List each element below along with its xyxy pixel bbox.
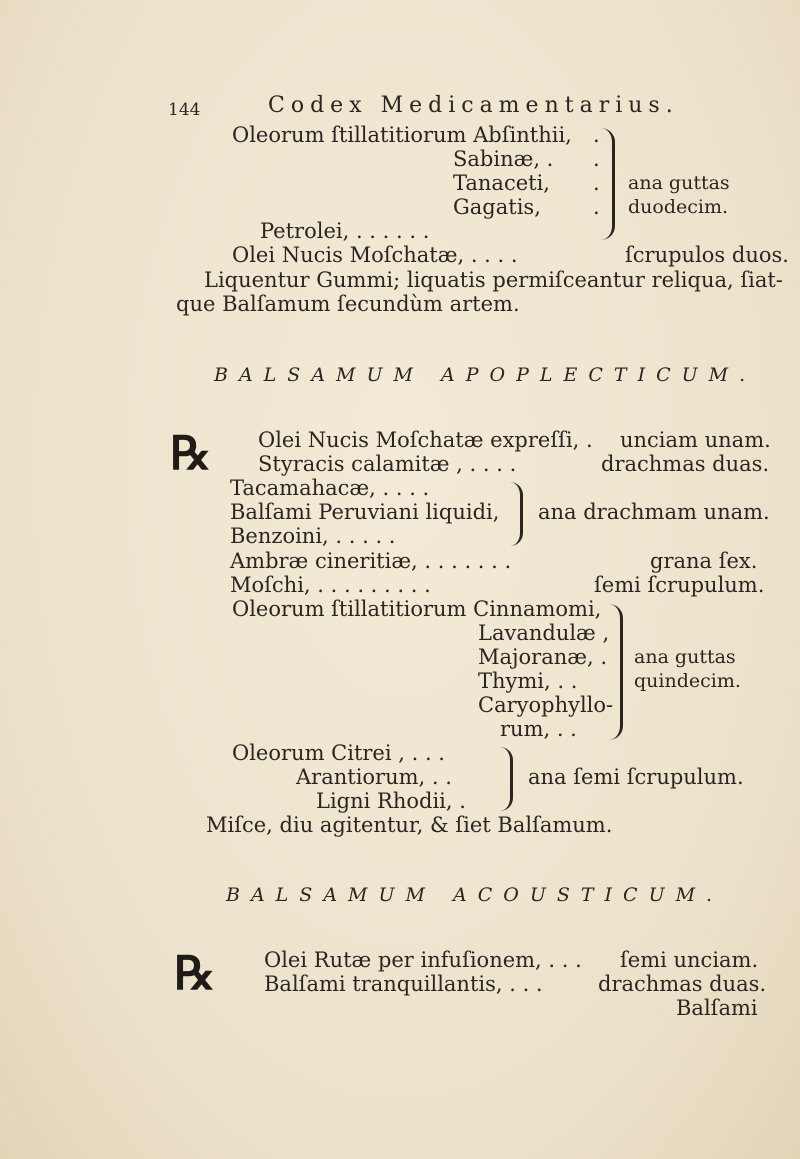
text-line: Olei Nucis Moſchatæ expreſſi, . <box>258 428 593 452</box>
text-line: Olei Rutæ per infuſionem, . . . <box>264 948 582 972</box>
text-line: Sabinæ, . <box>453 147 554 171</box>
brace <box>608 604 623 740</box>
dose: ſemi unciam. <box>620 948 759 972</box>
leader-dot: . <box>593 123 600 147</box>
leader-dot: . <box>593 195 600 219</box>
dose: ſemi ſcrupulum. <box>594 573 765 597</box>
section-title: BALSAMUM ACOUSTICUM. <box>226 884 724 906</box>
text-line: Tacamahacæ, . . . . <box>230 476 430 500</box>
catchword: Balſami <box>676 996 758 1020</box>
brace-dose: ana drachmam unam. <box>538 500 770 524</box>
dose: unciam unam. <box>620 428 771 452</box>
text-line: Balſami Peruviani liquidi, <box>230 500 500 524</box>
text-line: Gagatis, <box>453 195 541 219</box>
text-line: Ligni Rhodii, . <box>316 789 466 813</box>
text-line: Oleorum ſtillatitiorum Abſinthii, <box>232 123 572 147</box>
dose: drachmas duas. <box>598 972 767 996</box>
leader-dot: . <box>593 171 600 195</box>
recipe-symbol: ℞ <box>174 946 216 1000</box>
text-line: Tanaceti, <box>453 171 550 195</box>
dose: drachmas duas. <box>601 452 770 476</box>
text-line: Balſami tranquillantis, . . . <box>264 972 543 996</box>
text-line: Ambræ cineritiæ, . . . . . . . <box>230 549 512 573</box>
text-line: Moſchi, . . . . . . . . . <box>230 573 431 597</box>
text-line: Oleorum Citrei , . . . <box>232 741 445 765</box>
text-line: Lavandulæ , <box>478 621 610 645</box>
leader-dot: . <box>593 147 600 171</box>
text-line: Arantiorum, . . <box>296 765 452 789</box>
text-line: Styracis calamitæ , . . . . <box>258 452 517 476</box>
text-line: Liquentur Gummi; liquatis permiſceantur reliqua, ſiat- <box>204 268 783 292</box>
brace <box>500 747 513 811</box>
text-line: Benzoini, . . . . . <box>230 524 396 548</box>
recipe-symbol: ℞ <box>170 426 212 480</box>
section-title: BALSAMUM APOPLECTICUM. <box>214 364 757 386</box>
text-line: Majoranæ, . <box>478 645 608 669</box>
brace-dose: ana guttas <box>634 646 736 668</box>
dose: grana ſex. <box>650 549 758 573</box>
running-title: Codex Medicamentarius. <box>268 93 679 118</box>
text-line: Olei Nucis Moſchatæ, . . . . <box>232 243 518 267</box>
brace <box>510 482 523 546</box>
text-line: Miſce, diu agitentur, & ſiet Balſamum. <box>206 813 613 837</box>
text-line: Caryophyllo- <box>478 693 614 717</box>
text-line: Thymi, . . <box>478 669 578 693</box>
text-line: Petrolei, . . . . . . <box>260 219 430 243</box>
brace <box>600 128 615 240</box>
text-line: Oleorum ſtillatitiorum Cinnamomi, <box>232 597 602 621</box>
brace-dose: duodecim. <box>628 196 729 218</box>
dose: ſcrupulos duos. <box>625 243 789 267</box>
brace-dose: ana ſemi ſcrupulum. <box>528 765 744 789</box>
text-line: que Balſamum ſecundùm artem. <box>176 292 520 316</box>
text-line: rum, . . <box>500 717 577 741</box>
brace-dose: ana guttas <box>628 172 730 194</box>
brace-dose: quindecim. <box>634 670 741 692</box>
page-number: 144 <box>168 100 201 120</box>
